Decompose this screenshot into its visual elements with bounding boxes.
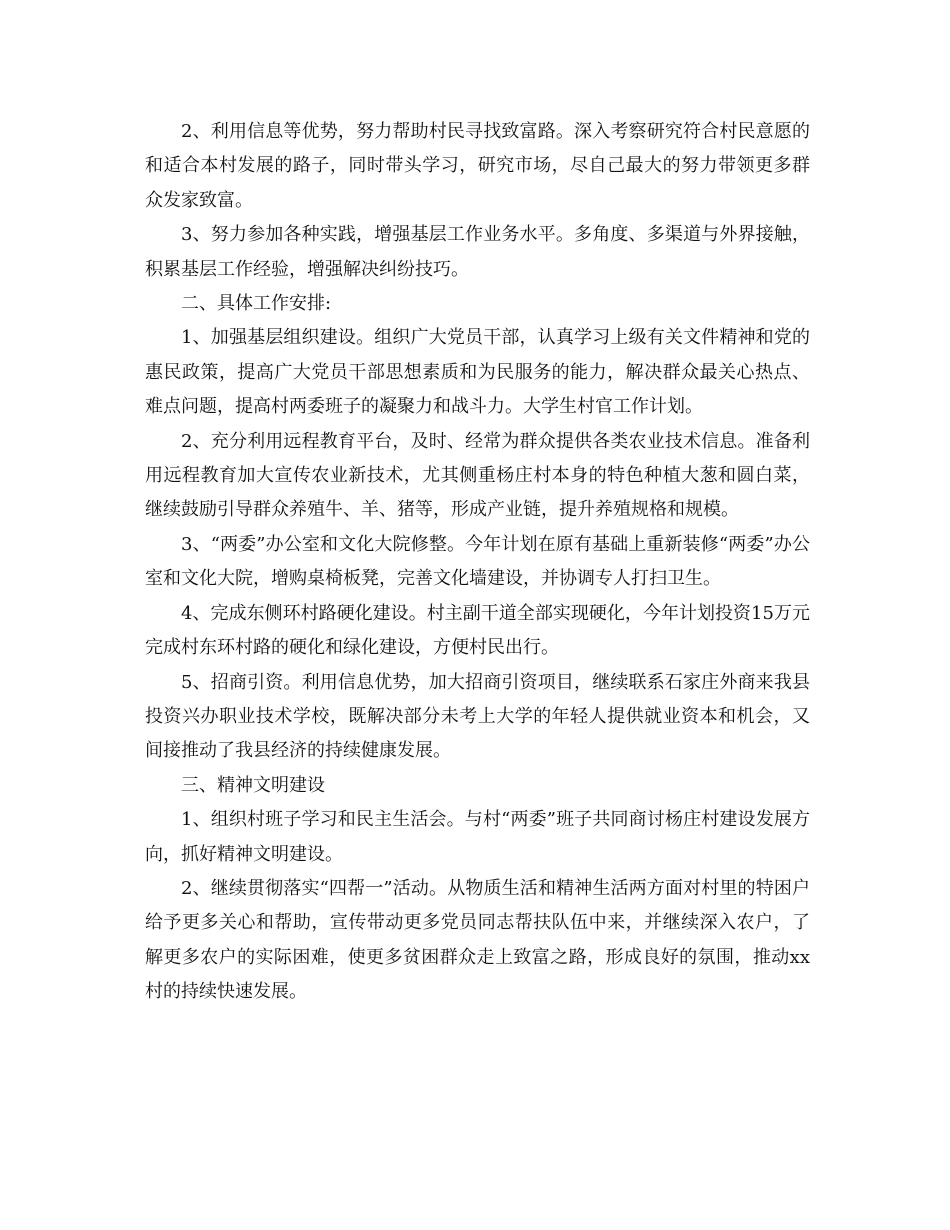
paragraph-civilization-2: 2、继续贯彻落实“四帮一”活动。从物质生活和精神生活两方面对村里的特困户给予更多关心和帮助，宣传带动更多党员同志帮扶队伍中来，并继续深入农户，了解更多农户的实际困难，使更多贫困群众走上致富之路，形成良好的氛围，推动xx村的持续快速发展。 bbox=[145, 877, 810, 1003]
section-heading-spiritual-civilization: 三、精神文明建设 bbox=[181, 774, 325, 796]
paragraph-arrangement-4: 4、完成东侧环村路硬化建设。村主副干道全部实现硬化，今年计划投资15万元完成村东环村路的硬化和绿化建设，方便村民出行。 bbox=[145, 602, 810, 659]
paragraph-goal-2: 2、利用信息等优势，努力帮助村民寻找致富路。深入考察研究符合村民意愿的和适合本村发展的路子，同时带头学习，研究市场，尽自己最大的努力带领更多群众发家致富。 bbox=[145, 121, 810, 211]
paragraph-arrangement-5: 5、招商引资。利用信息优势，加大招商引资项目，继续联系石家庄外商来我县投资兴办职业技术学校，既解决部分未考上大学的年轻人提供就业资本和机会，又间接推动了我县经济的持续健康发展。 bbox=[145, 671, 810, 762]
paragraph-arrangement-1: 1、加强基层组织建设。组织广大党员干部，认真学习上级有关文件精神和党的惠民政策，提高广大党员干部思想素质和为民服务的能力，解决群众最关心热点、难点问题，提高村两委班子的凝聚力和战斗力。大学生村官工作计划。 bbox=[145, 327, 810, 418]
paragraph-civilization-1: 1、组织村班子学习和民主生活会。与村“两委”班子共同商讨杨庄村建设发展方向，抓好精神文明建设。 bbox=[145, 809, 810, 865]
document-body bbox=[145, 115, 810, 1010]
section-heading-work-arrangements: 二、具体工作安排: bbox=[181, 293, 332, 315]
paragraph-arrangement-3: 3、“两委”办公室和文化大院修整。今年计划在原有基础上重新装修“两委”办公室和文化大院，增购桌椅板凳，完善文化墙建设，并协调专人打扫卫生。 bbox=[145, 533, 810, 590]
paragraph-goal-3: 3、努力参加各种实践，增强基层工作业务水平。多角度、多渠道与外界接触，积累基层工作经验，增强解决纠纷技巧。 bbox=[145, 224, 810, 280]
paragraph-arrangement-2: 2、充分利用远程教育平台，及时、经常为群众提供各类农业技术信息。准备利用远程教育加大宣传农业新技术，尤其侧重杨庄村本身的特色种植大葱和圆白菜，继续鼓励引导群众养殖牛、羊、猪等，形成产业链，提升养殖规格和规模。 bbox=[145, 430, 810, 521]
